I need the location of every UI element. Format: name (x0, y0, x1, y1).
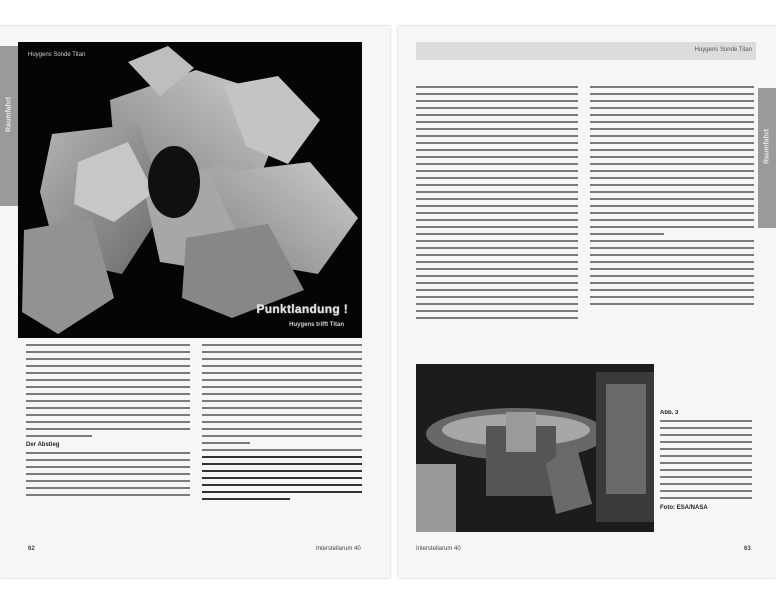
side-tab-right (758, 88, 776, 228)
side-tab-label: Raumfahrt (763, 128, 771, 164)
folio-label-left: Interstellarum 40 (316, 546, 361, 552)
left-page (0, 26, 390, 578)
side-tab-label: Raumfahrt (5, 96, 13, 132)
titan-mosaic-image (18, 42, 362, 338)
right-page-column-1 (416, 86, 578, 356)
photo-caption (660, 410, 752, 534)
hero-subtitle: Huygens trifft Titan (289, 322, 344, 328)
hero-kicker: Huygens Sonde Titan (28, 52, 86, 58)
side-tab-left (0, 46, 18, 206)
left-page-column-2 (202, 344, 362, 550)
running-header-label: Huygens Sonde Titan (694, 47, 752, 53)
folio-number-left: 62 (28, 546, 35, 552)
folio-label-right: Interstellarum 40 (416, 546, 461, 552)
section-heading: Der Abstieg (26, 442, 60, 448)
right-page-column-2 (590, 86, 754, 356)
spacecraft-photo (416, 364, 654, 532)
running-header (416, 42, 756, 60)
folio-number-right: 63 (744, 546, 751, 552)
hero-image (18, 42, 362, 338)
hero-title: Punktlandung ! (256, 302, 348, 316)
caption-label: Abb. 3 (660, 410, 679, 416)
right-page (398, 26, 776, 578)
caption-credit: Foto: ESA/NASA (660, 505, 708, 511)
huygens-probe-image (416, 364, 654, 532)
left-page-column-1 (26, 344, 190, 550)
